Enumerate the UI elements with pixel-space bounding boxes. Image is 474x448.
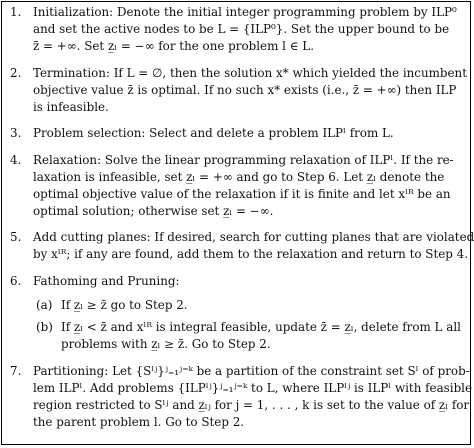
substep-label: (a) bbox=[36, 298, 53, 312]
step-number: 4. bbox=[10, 153, 22, 167]
line-text: z̄ = +∞. Set z̲ₗ = −∞ for the one problem l ∈ L. bbox=[33, 39, 314, 53]
line-text: and set the active nodes to be L = {ILP⁰}. Set the upper bound to be bbox=[33, 22, 450, 36]
line-text: optimal objective value of the relaxation if it is finite and let xˡᴿ be an bbox=[33, 187, 451, 201]
line-text: If z̲ₗ < z̄ and xˡᴿ is integral feasible, update z̄ = z̲ₗ, delete from L all bbox=[61, 320, 461, 334]
step-number: 6. bbox=[10, 274, 22, 288]
step-number: 5. bbox=[10, 230, 22, 244]
step-4-line-4 bbox=[0, 204, 474, 219]
step-2-line-3 bbox=[0, 100, 474, 115]
line-text: Add cutting planes: If desired, search for cutting planes that are violated bbox=[33, 230, 474, 244]
line-text: optimal solution; otherwise set z̲ₗ = −∞. bbox=[33, 204, 274, 218]
step-1-line-3 bbox=[0, 39, 474, 54]
step-number: 7. bbox=[10, 364, 22, 378]
line-text: is infeasible. bbox=[33, 100, 109, 114]
line-text: Termination: If L = ∅, then the solution x* which yielded the incumbent bbox=[33, 66, 467, 80]
line-text: laxation is infeasible, set z̲ₗ = +∞ and go to Step 6. Let z̲ₗ denote the bbox=[33, 170, 445, 184]
step-2-line-2 bbox=[0, 83, 474, 98]
line-text: problems with z̲ₗ ≥ z̄. Go to Step 2. bbox=[61, 337, 271, 351]
step-2-line-1 bbox=[0, 66, 474, 81]
step-4-line-3 bbox=[0, 187, 474, 202]
step-6b-line-2 bbox=[0, 337, 474, 352]
step-7-line-3 bbox=[0, 398, 474, 413]
line-text: Partitioning: Let {Sˡʲ}ʲ₌₁ʲ⁼ᵏ be a partition of the constraint set Sˡ of prob- bbox=[33, 364, 470, 378]
step-6-line-1 bbox=[0, 274, 474, 289]
line-text: Initialization: Denote the initial integer programming problem by ILP⁰ bbox=[33, 5, 457, 19]
line-text: the parent problem l. Go to Step 2. bbox=[33, 415, 245, 429]
step-5-line-1 bbox=[0, 230, 474, 245]
step-number: 2. bbox=[10, 66, 22, 80]
step-number: 3. bbox=[10, 126, 22, 140]
line-text: objective value z̄ is optimal. If no such x* exists (i.e., z̄ = +∞) then ILP bbox=[33, 83, 457, 97]
step-4-line-2 bbox=[0, 170, 474, 185]
line-text: Problem selection: Select and delete a problem ILPˡ from L. bbox=[33, 126, 394, 140]
substep-label: (b) bbox=[36, 320, 53, 334]
line-text: region restricted to Sˡʲ and z̲ₗⱼ for j = 1, . . . , k is set to the value of z̲ₗ for bbox=[33, 398, 470, 412]
line-text: by xˡᴿ; if any are found, add them to the relaxation and return to Step 4. bbox=[33, 247, 468, 261]
step-1-line-2 bbox=[0, 22, 474, 37]
step-7-line-2 bbox=[0, 381, 474, 396]
line-text: Relaxation: Solve the linear programming relaxation of ILPˡ. If the re- bbox=[33, 153, 454, 167]
step-1-line-1 bbox=[0, 5, 474, 20]
line-text: Fathoming and Pruning: bbox=[33, 274, 180, 288]
step-3-line-1 bbox=[0, 126, 474, 141]
step-6b-line-1 bbox=[0, 320, 474, 335]
step-number: 1. bbox=[10, 5, 22, 19]
line-text: lem ILPˡ. Add problems {ILPˡʲ}ʲ₌₁ʲ⁼ᵏ to L, where ILPˡʲ is ILPˡ with feasible bbox=[33, 381, 473, 395]
step-6a-line-1 bbox=[0, 298, 474, 313]
step-5-line-2 bbox=[0, 247, 474, 262]
step-7-line-1 bbox=[0, 364, 474, 379]
step-4-line-1 bbox=[0, 153, 474, 168]
step-7-line-4 bbox=[0, 415, 474, 430]
line-text: If z̲ₗ ≥ z̄ go to Step 2. bbox=[61, 298, 188, 312]
